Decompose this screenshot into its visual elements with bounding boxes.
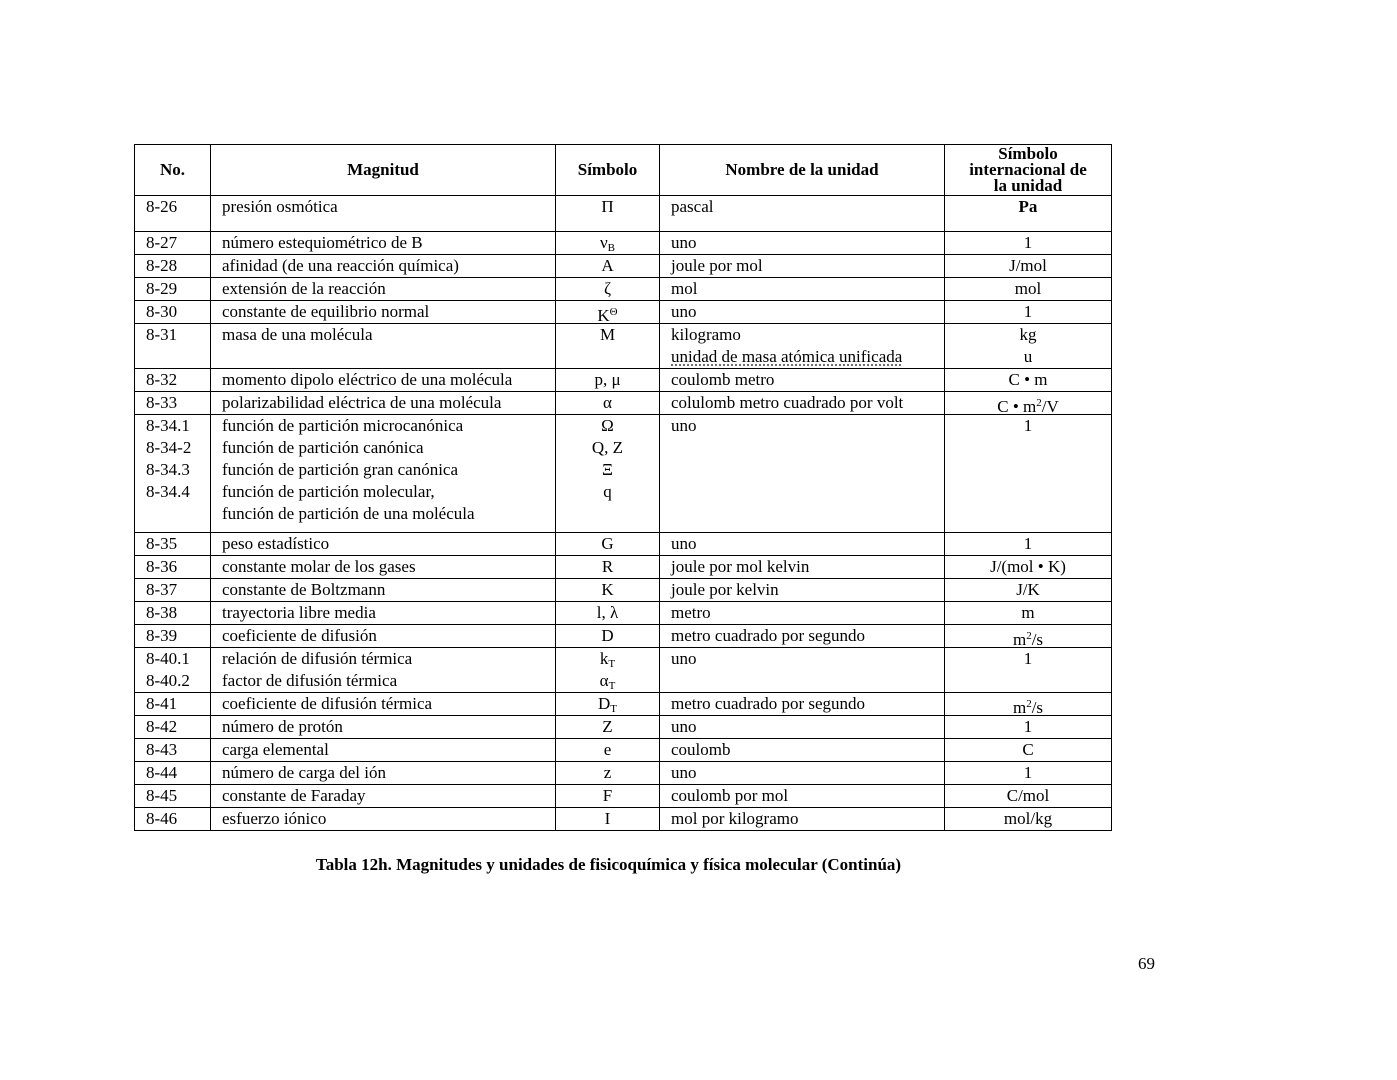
page-number: 69 (1138, 954, 1155, 973)
table-row (135, 232, 1112, 255)
header-magnitud: Magnitud (211, 145, 556, 196)
table-caption: Tabla 12h. Magnitudes y unidades de fisicoquímica y física molecular (Continúa) (315, 855, 902, 874)
table-row (135, 324, 1112, 369)
table-row (135, 579, 1112, 602)
cell-magnitud: trayectoria libre media (211, 602, 556, 625)
cell-simbolo: R (556, 556, 660, 579)
cell-simbolo: Ω Q, Z Ξ q (556, 415, 660, 533)
cell-simbolo-int: 1 (945, 232, 1112, 255)
cell-simbolo: $D_T$ (556, 693, 660, 716)
table-row (135, 648, 1112, 693)
cell-simbolo: M (556, 324, 660, 369)
table-row (135, 556, 1112, 579)
cell-no: 8-46 (135, 808, 211, 831)
cell-simbolo-int: mol/kg (945, 808, 1112, 831)
cell-simbolo-int: C/mol (945, 785, 1112, 808)
cell-simbolo-int: 1 (945, 533, 1112, 556)
cell-simbolo-int: C • m (945, 369, 1112, 392)
cell-no: 8-41 (135, 693, 211, 716)
cell-simbolo-int: Pa (945, 196, 1112, 232)
cell-unidad: uno (660, 232, 945, 255)
cell-simbolo: I (556, 808, 660, 831)
table-row (135, 693, 1112, 716)
table-row (135, 278, 1112, 301)
cell-magnitud: presión osmótica (211, 196, 556, 232)
table-row (135, 255, 1112, 278)
cell-simbolo: l, λ (556, 602, 660, 625)
cell-simbolo-int: m (945, 602, 1112, 625)
cell-no: 8-45 (135, 785, 211, 808)
cell-magnitud: constante de Boltzmann (211, 579, 556, 602)
header-simbolo: Símbolo (556, 145, 660, 196)
table-row (135, 533, 1112, 556)
cell-simbolo-int: C (945, 739, 1112, 762)
cell-unidad: pascal (660, 196, 945, 232)
cell-simbolo-int: $m^2/s$ (945, 693, 1112, 716)
table-row (135, 625, 1112, 648)
cell-simbolo-int: $m^2/s$ (945, 625, 1112, 648)
cell-unidad: uno (660, 301, 945, 324)
table-row (135, 369, 1112, 392)
cell-magnitud: esfuerzo iónico (211, 808, 556, 831)
cell-simbolo: F (556, 785, 660, 808)
cell-simbolo: p, μ (556, 369, 660, 392)
cell-magnitud: número de carga del ión (211, 762, 556, 785)
cell-no: 8-35 (135, 533, 211, 556)
cell-no: 8-32 (135, 369, 211, 392)
table-row (135, 196, 1112, 232)
cell-no: 8-40.1 8-40.2 (135, 648, 211, 693)
cell-unidad: joule por mol (660, 255, 945, 278)
cell-unidad: mol (660, 278, 945, 301)
table-row (135, 762, 1112, 785)
header-int-line-3: la unidad (993, 176, 1063, 195)
cell-simbolo-int: 1 (945, 716, 1112, 739)
cell-unidad: uno (660, 716, 945, 739)
cell-simbolo-int: 1 (945, 415, 1112, 533)
cell-unidad: coulomb metro (660, 369, 945, 392)
cell-simbolo: ζ (556, 278, 660, 301)
cell-magnitud: peso estadístico (211, 533, 556, 556)
cell-simbolo-int: J/mol (945, 255, 1112, 278)
cell-simbolo: Z (556, 716, 660, 739)
cell-unidad: kilogramo unidad de masa atómica unificada (660, 324, 945, 369)
cell-simbolo-int: J/K (945, 579, 1112, 602)
cell-simbolo: e (556, 739, 660, 762)
header-simbolo-internacional (945, 145, 1112, 196)
cell-unidad: uno (660, 533, 945, 556)
table-row (135, 716, 1112, 739)
cell-magnitud: polarizabilidad eléctrica de una molécula (211, 392, 556, 415)
cell-simbolo: α (556, 392, 660, 415)
cell-magnitud: constante de Faraday (211, 785, 556, 808)
cell-magnitud: coeficiente de difusión térmica (211, 693, 556, 716)
cell-simbolo: Π (556, 196, 660, 232)
header-nombre-unidad: Nombre de la unidad (660, 145, 945, 196)
cell-no: 8-28 (135, 255, 211, 278)
cell-unidad: uno (660, 762, 945, 785)
cell-simbolo-int: 1 (945, 648, 1112, 693)
cell-simbolo: z (556, 762, 660, 785)
cell-simbolo: K (556, 579, 660, 602)
cell-magnitud: número estequiométrico de B (211, 232, 556, 255)
cell-no: 8-44 (135, 762, 211, 785)
cell-unidad: metro (660, 602, 945, 625)
table-row (135, 785, 1112, 808)
cell-simbolo-int: kg u (945, 324, 1112, 369)
table-row (135, 602, 1112, 625)
header-no: No. (135, 145, 211, 196)
cell-magnitud: extensión de la reacción (211, 278, 556, 301)
cell-magnitud: función de partición microcanónica función de partición canónica función de partición gran canónica función de partición molecular, función de partición de una molécula (211, 415, 556, 533)
cell-no: 8-31 (135, 324, 211, 369)
cell-no: 8-36 (135, 556, 211, 579)
table-row (135, 301, 1112, 324)
table-row (135, 392, 1112, 415)
cell-simbolo-int: 1 (945, 301, 1112, 324)
table-row (135, 808, 1112, 831)
table-row (135, 739, 1112, 762)
cell-simbolo: $\nu_B$ (556, 232, 660, 255)
cell-unidad: mol por kilogramo (660, 808, 945, 831)
quantities-table (134, 144, 1112, 831)
cell-no: 8-27 (135, 232, 211, 255)
cell-magnitud: masa de una molécula (211, 324, 556, 369)
cell-simbolo: A (556, 255, 660, 278)
cell-unidad: colulomb metro cuadrado por volt (660, 392, 945, 415)
cell-magnitud: constante de equilibrio normal (211, 301, 556, 324)
cell-no: 8-29 (135, 278, 211, 301)
cell-unidad: metro cuadrado por segundo (660, 625, 945, 648)
cell-no: 8-43 (135, 739, 211, 762)
cell-magnitud: constante molar de los gases (211, 556, 556, 579)
cell-unidad: coulomb (660, 739, 945, 762)
cell-no: 8-26 (135, 196, 211, 232)
cell-magnitud: relación de difusión térmica factor de difusión térmica (211, 648, 556, 693)
cell-no: 8-39 (135, 625, 211, 648)
cell-simbolo-int: J/(mol • K) (945, 556, 1112, 579)
cell-no: 8-42 (135, 716, 211, 739)
table-header-row (135, 145, 1112, 196)
cell-magnitud: afinidad (de una reacción química) (211, 255, 556, 278)
cell-simbolo: $k_T$ $\alpha_T$ (556, 648, 660, 693)
cell-simbolo-int: 1 (945, 762, 1112, 785)
cell-unidad: metro cuadrado por segundo (660, 693, 945, 716)
cell-unidad: joule por mol kelvin (660, 556, 945, 579)
cell-no: 8-38 (135, 602, 211, 625)
cell-unidad: coulomb por mol (660, 785, 945, 808)
cell-simbolo: D (556, 625, 660, 648)
table-row (135, 415, 1112, 533)
cell-no: 8-37 (135, 579, 211, 602)
cell-simbolo-int: C • $m^2/V$ (945, 392, 1112, 415)
cell-no: 8-33 (135, 392, 211, 415)
cell-magnitud: momento dipolo eléctrico de una molécula (211, 369, 556, 392)
cell-magnitud: coeficiente de difusión (211, 625, 556, 648)
cell-unidad: uno (660, 415, 945, 533)
cell-simbolo: $K^\Theta$ (556, 301, 660, 324)
cell-simbolo: G (556, 533, 660, 556)
cell-magnitud: carga elemental (211, 739, 556, 762)
cell-no: 8-30 (135, 301, 211, 324)
cell-unidad: uno (660, 648, 945, 693)
header-int-line-2: internacional de (969, 160, 1087, 179)
cell-simbolo-int: mol (945, 278, 1112, 301)
cell-no: 8-34.1 8-34-2 8-34.3 8-34.4 (135, 415, 211, 533)
cell-magnitud: número de protón (211, 716, 556, 739)
header-int-line-1: Símbolo (998, 144, 1058, 163)
cell-unidad: joule por kelvin (660, 579, 945, 602)
